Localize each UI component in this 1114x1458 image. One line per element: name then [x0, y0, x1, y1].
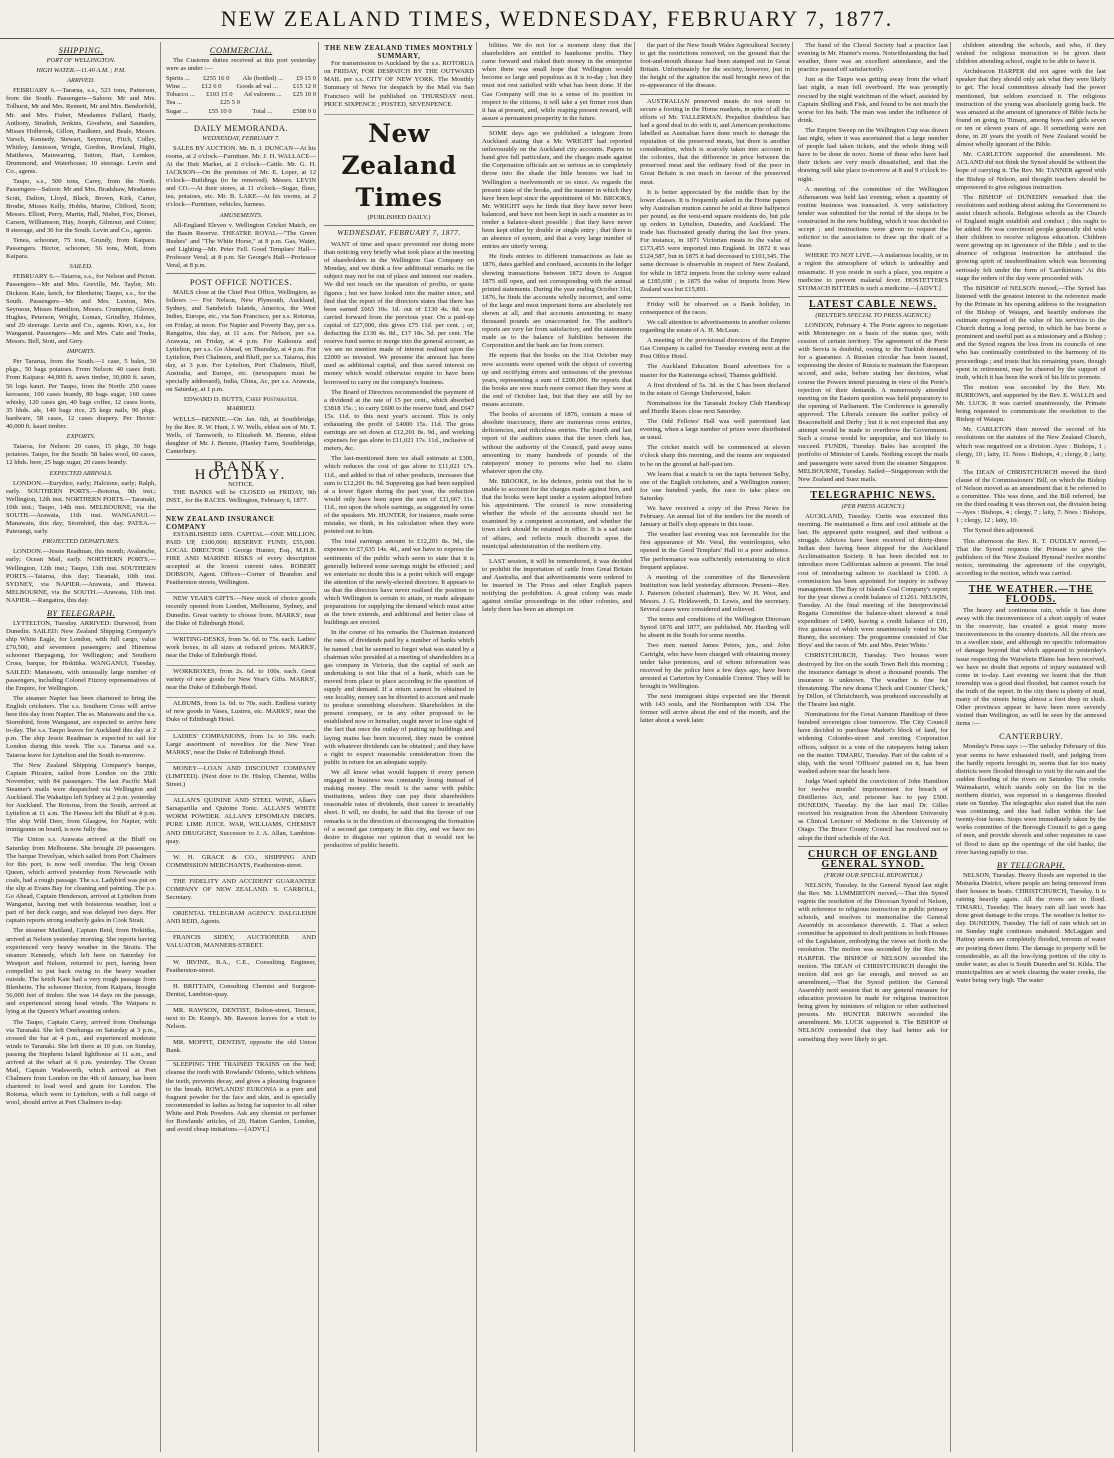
divider — [640, 297, 790, 298]
customs-cell: Sugar ... — [166, 107, 188, 115]
classified-ad — [166, 852, 316, 876]
weather-heading: THE WEATHER.—THE FLOODS. — [968, 584, 1094, 605]
classified-ad — [166, 763, 316, 795]
customs-cell: Goods ad val ... — [236, 83, 278, 91]
newspaper-logo: New Zealand Times — [341, 118, 457, 212]
synod-text: The BISHOP of NELSON moved,—The Synod has listened with the greatest interest to the reference made by the Primate in his opening address to the resignation of the Bishop of Waiapu, and heartily endorses the estimate expressed of the value of his services to the Church during a long period, in which he has borne a prominent and useful part as a missionary and a Bishop ; and the Synod regrets the loss from its councils of one who has continually contributed to the harmony of its proceedings ; and trusts that his remaining years, though spent in retirement, may be cheered by the support of truth, which it has been the work of his life to promote. — [956, 284, 1106, 381]
synod-source: (FROM OUR SPECIAL REPORTER.) — [824, 871, 922, 879]
memo-date: WEDNESDAY, FEBRUARY 7. — [202, 134, 280, 142]
telegraphic-news-text: CHRISTCHURCH, Tuesday. Two houses were destroyed by fire on the south Town Belt this morning ; the insurance damage is about a thousand pounds. The insurance is unknown. The weather is fine but threatening. The new drama 'Check and Counter Check,' by Dillon, of Christchurch, was produced successfully at the Theatre last night. — [798, 652, 948, 709]
news-item: The next immigrant ships expected are the Hermit with 143 souls, and the Northampton with 334. The former will arrive about the end of the month, and the latter about a week later. — [640, 693, 790, 725]
classified-ad — [166, 1037, 316, 1061]
news-item: The Empire Sweep on the Wellington Cup was drawn last night, when it was ascertained that a large number of people had taken tickets, and the whole thing will have to be done de novo. Some of these who have had their tickets are very much dissatisfied, and that the drawing will take place to-morrow at 8 and 9 o'clock to-night. — [798, 126, 948, 183]
cable-news-heading: LATEST CABLE NEWS. — [809, 298, 937, 310]
synod-text: NELSON, Tuesday. In the General Synod last night the Rev. Mr. LUMMIRTON moved,—That this Synod regrets the resolution of the Diocesan Synod of Nelson, with reference to religious instruction in public primary schools, and resolves to memorialise the General Assembly in accordance therewith. 2. That a select committee be appointed to draft petitions to both Houses of the Legislature, embodying the views set forth in the resolution. The motion was seconded by the Rev. Mr. HARPER. The BISHOP of NELSON seconded the motion. The DEAN of CHRISTCHURCH thought the motion did not go far enough, and moved as an amendment,—That the Synod petition the General Assembly next session that in any general measure for education provision be made for religious instruction being given by ministers of religion or other authorised persons. Mr. HUNTER BROWN seconded the amendment. Mr. LUCK supported it. The BISHOP of NELSON contended that they had better ask for something they were likely to get. — [798, 881, 948, 1043]
article-paragraph: SOME days ago we published a telegram from Auckland stating that a Mr. WRIGHT had reported unfavourably on the Auckland city accounts. Papers to hand give full particulars, and the charges made against the Corporation officials are so serious as to completely throw into the shade the little breezes we had in Wellington a twelvemonth or so since. As regards the present state of the books, and the manner in which they have been kept since the appointment of Mr. BROOKS, Mr. WRIGHT says he finds that they have never been balanced, and have not been kept in such a manner as to render a balance-sheet possible ; that they have never been kept either by double or single entry ; that there is an absence of system, and that a very large number of entries are utterly wrong. — [482, 129, 632, 251]
synod-heading: CHURCH OF ENGLAND GENERAL SYNOD. — [808, 848, 938, 870]
editorial-paragraph: The total earnings amount to £12,201 8s. 9d., the expenses to £7,635 14s. 4d., and we have to express the sentiments of the public which seem to state that it is generally believed some savings might be effected ; and we entertain no doubt this is a point which will engage the attention of the newly-elected directors. It appears to us that the directors have never realised the position to which Wellington is certain to attain, or made adequate preparations for supplying the demand which must arise as the town extends, and additional and better class of buildings are erected. — [324, 538, 474, 627]
customs-cell: Ale (bottled) ... — [242, 75, 284, 83]
customs-cell: Spirits ... — [166, 75, 190, 83]
summary-text: For transmission to Auckland by the s.s. ROTORUA on FRIDAY, FOR DESPATCH BY THE OUTWARD MAIL per s.s. CITY OF NEW YORK. The Monthly Summary of News for despatch by the Mail via San Francisco will be published on THURSDAY next. PRICE SIXPENCE ; POSTED, SEVENPENCE. — [324, 60, 474, 108]
classified-ad — [166, 698, 316, 730]
telegraphic-news-source: (PER PRESS AGENCY.) — [841, 502, 905, 510]
synod-text: The BISHOP of DUNEDIN remarked that the resolutions said nothing about asking the Government to assist church schools. Religious schools as the Church of England might establish and conduct ; this ought to be added. He was convinced people generally did wish their children to receive religious education. Children were growing up in ignorance of the Bible ; and to the absence of religious instruction he attributed the growing spirit of insubordination which was becoming seriously felt under the form of 'Larrikinism.' At this stage the orders of the day were proceeded with. — [956, 193, 1106, 282]
classified-ad-text: WRITING-DESKS, from 5s. 6d. to 75s. each. Ladies' work boxes, in all sizes at reduced prices. MARKS', near the Duke of Edinburgh Hotel. — [166, 635, 316, 659]
by-telegraph-heading: BY TELEGRAPH. — [996, 859, 1066, 870]
classified-ads — [166, 593, 316, 1061]
imports-heading: IMPORTS. — [66, 348, 96, 356]
telegraphic-news-text: Nominations for the Great Autumn Handicap of three hundred sovereigns close tomorrow. The City Council have decided to purchase Market's block of land, for widening Colombo-street and erecting Corporation offices, subject to a vote of the ratepayers being taken on the matter. TIMARU, Tuesday. Part of the cabin of a ship, with the word 'Officers' painted on it, has been washed ashore near the beach here. — [798, 711, 948, 775]
customs-cell: £12 6 0 — [201, 83, 222, 91]
telegraphic-news-heading: TELEGRAPHIC NEWS. — [810, 489, 936, 501]
divider — [166, 273, 316, 274]
summary-ad — [324, 42, 474, 115]
divider — [482, 126, 632, 127]
column-rule — [318, 42, 319, 1452]
news-item: The cricket match will be commenced at eleven o'clock sharp this morning, and the teams are requested to be on the ground at half-past ten. — [640, 444, 790, 468]
news-item: A meeting of the committee of the Wellington Athenaeum was held last evening, when a quantity of routine business was transacted. A very satisfactory tender was submitted for the rental of the shops to be constructed in the new building, which it was decided to accept ; and instructions were given to request the solicitor to the association to draw up the draft of a lease. — [798, 185, 948, 250]
synod-text: Mr. CARLETON supported the amendment. Mr. ACLAND did not think the Synod should be without the hope of carrying it. The Rev. Mr. TANNER agreed with the Bishop of Nelson, and thought teachers should be empowered to give religious instruction. — [956, 151, 1106, 191]
column-news-6 — [798, 42, 948, 1452]
divider — [798, 296, 948, 297]
synod-text: The DEAN of CHRISTCHURCH moved the third clause of the Commissioners' Bill, on which the Bishop of Nelson moved as an amendment that it be referred to a committee. This was done, and the Bill referred, but on the third reading it was thrown out, the division being—Ayes : Bishops, 4 ; clergy, 7 ; laity, 7. Noes : Bishops, 1 ; clergy, 12 ; laity, 10. — [956, 468, 1106, 525]
divider — [166, 509, 316, 510]
customs-cell: £9 15 0 — [296, 75, 316, 83]
column-commercial — [166, 42, 316, 1452]
projected-text: LONDON.—Jessie Readman, this month; Avalanche, early; Ocean Mail, early. NORTHERN PORTS.—Wellington, 12th inst.; Taupo, 13th inst. SOUTHERN PORTS.—Taiaroa, this day; Taranaki, 10th inst. SYDNEY, via NAPIER.—Arawata, and Hawea. MELBOURNE, via the SOUTH.—Arawata, 11th inst. NAPIER.—Rangatira, this day. — [6, 548, 156, 604]
article-paragraph: the part of the New South Wales Agricultural Society to get the restrictions removed, on the ground that the foot-and-mouth disease had been stamped out in Great Britain. Unfortunately for the society, however, just in the height of the agitation the mail brought news of the re-appearance of the disease. — [640, 42, 790, 90]
arrived-text: FEBRUARY 6.—Tararua, s.s., 523 tons, Patterson, from the South. Passengers—Saloon: Mr and Mrs. Tolhurst, Mr and Mrs. Rennett, Mr and Mrs. Bendorfeld, Mr. and Mrs. Fisher, Mesdames Fullard, Hardy, Anthony, Stradish, Jenkins, Goodwin, and Saunders, Misses Holbrook, Gillon, Faulkner, and Beale, Messrs. Varsch, Kennedy, Stewart, Seymour, Fitch, Colley, Whitley, Jamieson, Wright, Gordon, Rowland, Hight, Matthews, Mainwaring, Sutton, Hart, Lemkoe, Drummond, and Waterhouse; 10 steerage. Levin and Co., agents. — [6, 87, 156, 176]
telegraph-text: LYTTELTON, Tuesday. ARRIVED: Durwood, from Dunedin. SAILED: New Zealand Shipping Company's ship White Eagle, for London, with full cargo, value £70,500, and seventeen passengers; and Hinemoa schooner Harpagong, for Wellington; and Southern Cross, barque, for Hokitika. WANGANUI, Tuesday. SAILED: Manawatu, with unusually large number of passengers, including Colonel Fitzroy representatives of the Empire, for Wellington. — [6, 620, 156, 692]
classified-ad-text: THE FIDELITY AND ACCIDENT GUARANTEE COMPANY OF NEW ZEALAND. S. CARROLL, Secretary. — [166, 877, 316, 902]
classified-ad-text: WORKBOXES, from 2s. 6d. to 100s. each. Great variety of new goods for New Year's Gifts. MARKS', near the Duke of Edinburgh Hotel. — [166, 668, 316, 692]
postmaster: EDWARD D. BUTTS, Chief Postmaster. — [183, 396, 299, 404]
editorial-paragraph: The Board of Directors recommended the payment of a dividend at the rate of 15 per cent., which absorbed £3818 15s. ; to carry £600 to the reserve fund, and £647 15s. 11d. to this next year's account. This is only exhausting the profit of £4000 15s. 11d. The gross earnings are set down at £12,201 8s. 9d., and working expenses for gas alone to £11,021 17s. 11d., inclusive of meters, &c. — [324, 388, 474, 453]
column-news-4 — [482, 42, 632, 1452]
customs-table — [166, 75, 316, 115]
article-paragraph: AUSTRALIAN preserved meats do not seem to secure a footing in the Home markets, in spite of all the efforts of Mr. TALLERMAN. Prejudice doubtless has had a good deal to do with it, and American productions labelled as Australian have done much to damage the reputation of the preserved meats, but there is another consideration, which is scarcely taken into account in the colonies, that the difference in price between the preserved meat and the ordinary food of the poor in Great Britain is not much in favour of the preserved meat. — [640, 97, 790, 186]
synod-text: children attending the schools, and who, if they wished for religious instruction to be given their children attending school, ought to be able to have it. — [956, 42, 1106, 66]
synod-text: Mr. CARLETON then moved the second of his resolutions on the statutes of the New Zealand Church, which was negatived on a division. Ayes : Bishops, 1 ; clergy, 10 ; laity, 11. Noes : Bishops, 4 ; clergy, 8 ; laity, 9. — [956, 426, 1106, 466]
bank-notice: NOTICE. — [228, 481, 254, 489]
classified-ad — [166, 981, 316, 1005]
customs-cell: Tobacco ... — [166, 91, 195, 99]
classified-ad — [166, 731, 316, 763]
news-item: The terms and conditions of the Wellington Diocesan Synod 1876 and 1877, are published. Mr. Harding will be absent in the South for some months. — [640, 616, 790, 640]
canterbury-text: Monday's Press says :—The unlucky February of this year seems to have exhausted itself, and judging from the hardly reports brought in, seems that far too many districts were flooded through to visit by the rain and the sudden flooding of the rivers on Saturday. The creeks Waimakariri, which stands only on the list in the northern district, was reported in a dangerous flooded state on Sunday. The telegraphic also stated that the rain was continuing, and this had fallen within the last twenty-four hours. Stops were immediately taken by the works committee of the Borough Council to get a gang of men, and provide shovels and other requisites in case of flood to dam up the openings of the old banks, the river having rapidly to rise. — [956, 743, 1106, 856]
classified-ad-text: LADIES' COMPANIONS, from 1s. to 30s. each. Large assortment of novelties for the New Year. MARKS', near the Duke of Edinburgh Hotel. — [166, 732, 316, 756]
article-paragraph: LAST session, it will be remembered, it was decided to prohibit the importation of cattle from Great Britain and Australia, and that advertisements were ordered to be inserted in The Press and other English papers notifying the prohibition. A great colony was made against similar proceedings in the other colonies, and lately there has been an attempt on — [482, 557, 632, 614]
high-water: HIGH WATER.—11.40 A.M. ; P.M. — [36, 67, 126, 75]
arrived-heading: ARRIVED. — [67, 77, 95, 85]
masthead — [0, 0, 1114, 39]
classified-ad — [166, 666, 316, 698]
canterbury-heading: CANTERBURY. — [999, 731, 1063, 742]
divider — [798, 487, 948, 488]
telegraph-text: The Union s.s. Arawata arrived at the Bluff on Saturday from Melbourne. She brought 20 passengers. The barque Trevelyan, which sailed from Port Chalmers for this port, is now well overdue. The brig Ocean Queen, which arrived yesterday from Newcastle with coals, had a rough passage. The s.s. Ladybird was put on the slip at Evans Bay for cleaning and painting. The p.s. Go Ahead, Captain Henderson, arrived at Lyttelton from Wanganui, having met with boisterous weather, lost a part of her deck cargo, and was delayed two days. Her captain reports strong southerly gales in Cook Strait. — [6, 836, 156, 925]
memo-text: SALES BY AUCTION. Mr. B. J. DUNCAN—At his rooms, at 2 o'clock—Furniture. Mr. J. H. WALLACE—At the Hutt Market, at 2 o'clock—Cattle. Mr. G. H. JACKSON—On the premises of Mr. E. Loper, at 12 o'clock—Buildings (to be removed). Messrs. LEVIN and CO.—At their stores, at 11 o'clock—Sugar, flour, tea, potatoes, etc. Mr. B. LAKE—At his rooms, at 2 o'clock—Furniture, vehicles, harness. — [166, 144, 316, 209]
news-item: We have received a copy of the Press News for February. An annual list of the tenders for the month of January at Bell's shop appears in this issue. — [640, 504, 790, 529]
flood-telegraph-text: NELSON, Tuesday. Heavy floods are reported in the Motueka District, where people are being removed from their houses in boats. CHRISTCHURCH, Tuesday. It is raining heavily again. All the rivers are in flood. TIMARU, Tuesday. The heavy rain all last week has done great damage to the crops. The weather is better to-day. DUNEDIN, Tuesday. The fall of rain which set in on Sunday night continues unabated. McLaggan and Hattray streets are completely flooded, torrents of water are pouring down them. The damage to property will be considerable, as all the low-lying portion of the city is under water, as also is South Dunedin and St. Kilda. The municipalities are at work clearing the water creeks, the water being very high. The water — [956, 871, 1106, 984]
synod-text: Archdeacon HARPER did not agree with the last speaker that they should only ask what they were likely to get. The local committees already had the power mentioned, but seldom exercised it. The religious instruction of the young was absolutely going back. He was amazed at the amount of ignorance of Bible facts he found on going to Timaru, among boys and girls seven or ten or eleven years of age. If something were not done, in 20 years the youth of New Zealand would be almost wholly ignorant of the Bible. — [956, 68, 1106, 149]
editorial-paragraph: The last-mentioned item we shall estimate at £300, which reduces the cost of gas alone to £11,021 17s. 11d., and added to that of other products, increases that sum to £12,201 8s. 9d. Supposing gas had been supplied at a lower figure during the past year, the reduction would only have been upon the sum of £11,667 11s. 11d., not upon the whole earnings, as suggested by some of the speakers. Mr. HUNTER, for instance, made some mistake, we think, in his calculation when they were pointed out to him. — [324, 455, 474, 536]
news-item: Friday will be observed as a Bank holiday, in consequence of the races. — [640, 300, 790, 316]
bank-text: THE BANKS will be CLOSED on FRIDAY, 9th INST., for the RACES. Wellington, February 6, 1877. — [166, 489, 316, 505]
classified-ad-text: ALLAN'S QUININE AND STEEL WINE, Allan's Sarsaparilla and Quinine Tonic. ALLAN'S WHITE WORM POWDER. ALLAN'S EPSOMIAN DROPS. PURE LIME JUICE. WAR, WILLIAMS, CHEMIST AND DRUGGIST, Successor to J. A. Allan, Lambton-quay. — [166, 797, 316, 845]
classified-ad — [166, 634, 316, 666]
customs-cell: £255 16 0 — [203, 75, 230, 83]
masthead-title: NEW ZEALAND TIMES, WEDNESDAY, FEBRUARY 7, 1877. — [220, 6, 894, 31]
customs-row — [166, 91, 316, 99]
column-rule — [634, 42, 635, 1452]
news-item: The Odd Fellows' Hall was well patronised last evening, when a large number of prizes were distributed as usual. — [640, 418, 790, 442]
classified-ad-text: H. BRITTAIN, Consulting Chemist and Surgeon-Dentist, Lambton-quay. — [166, 982, 316, 998]
telegraphic-news-text: Judge Ward upheld the conviction of John Hamilton for twelve months' imprisonment for breach of Distilleries Act, and prisoner has to pay £500. DUNEDIN, Tuesday. By the last mail Dr. Gilles received his resignation from the Aberdeen University as Clinical Lecturer of Medicine in the University of Otago. The Bruce County Council has resolved not to adopt the third schedule of the Act. — [798, 777, 948, 842]
customs-row — [166, 99, 316, 107]
classified-ad-text: W. H. GRACE & CO., SHIPPING AND COMMISSION MERCHANTS, Featherston-street. — [166, 853, 316, 869]
summary-title: THE NEW ZEALAND TIMES MONTHLY SUMMARY, — [324, 44, 474, 61]
news-item: Nominations for the Taranaki Jockey Club Handicap and Hurdle Races close next Saturday. — [640, 399, 790, 415]
classified-ad — [166, 957, 316, 981]
column-news-5 — [640, 42, 790, 1452]
married-text: WELLS—BENNIE.—On Jan. 6th, at Southbridge, by the Rev. R. W. Hunt, J. W. Wells, eldest son of Mr. T. Wells, of Tamworth, to Elizabeth M. Bennie, eldest daughter of Mr. J. Bennie, (Hanley Farm, Southbridge, Canterbury. — [166, 415, 316, 455]
projected-heading: PROJECTED DEPARTURES. — [42, 538, 120, 546]
exports-text: Taiaroa, for Nelson: 20 cases, 15 pkgs, 30 bags potatoes. Taupo, for the South: 58 bales wool, 60 cases, 12 hhds. beer, 25 bags sugar, 20 cases brandy. — [6, 443, 156, 467]
arrived-text: Taupo, s.s., 500 tons, Carey, from the North. Passengers—Saloon: Mr and Mrs. Bradshaw, Mesdames Scott, Dalton, Lloyd, Black, Brown, Kirk, Carter, Brodie, Misses Kelly, Hobbs, Marine, Clifford, Scott; Messrs. Elliott, Perry, Martin, Hall, Nisbet, Fox, Dorset, Carson, Williamson, Hay, Joseph, Gilmour, and Cottee; 8 steerage, and 30 for the South. Levin and Co., agents. — [6, 178, 156, 234]
expected-heading: EXPECTED ARRIVALS. — [49, 469, 113, 477]
divider — [166, 119, 316, 120]
sailed-text: FEBRUARY 6.—Taiaroa, s.s., for Nelson and Picton. Passengers—Mr and Mrs. Greville, Mr. Taylor, Mr. Dickson. Kate, ketch, for Blenheim; Taupo, s.s., for the South. Passengers—Mr. and Mrs. Luxton, Mrs. Seymour, Misses Hamilton, Messrs. Crumpton, Glover, Hughes, Peterson, Wright, Lomax, Grindley, Holmes, and 20 steerage. Levin and Co., agents. Kiwi, s.s., for Wanganui. Passengers—Mr. and Mrs. Cato and Tonks, Messrs. Bell, Stott, and Grey. — [6, 273, 156, 346]
news-item: Two men named James Peters, jun., and John Cartright, who have been charged with obtaining money under false pretences, and of whom information was received by the police here a few days ago, have been arrested at Carterton by Constable Connor. They will be brought to Wellington. — [640, 642, 790, 690]
article-paragraph: He reports that the books on the 31st October may now accounts were opened with the object of covering up and rectifying errors and omissions of the previous years, representing a sum of £200,000. He reports that the books are now much more correct than they were at the end of October last, but that they are still by no means accurate. — [482, 352, 632, 409]
column-shipping — [6, 42, 156, 1452]
customs-cell: £25 10 0 — [292, 91, 316, 99]
column-rule — [476, 42, 477, 1452]
synod-text: This afternoon the Rev. R. T. DUDLEY moved,—That the Synod requests the Primate to give the publishers of the 'New Zealand Hymnal' twelve months' notice, terminating the agreement of the copyright, according to the motion, which was carried. — [956, 537, 1106, 577]
news-item: Just as the Taupo was getting away from the wharf last night, a man fell overboard. He was promptly rescued by the night watchman of the wharf, assisted by Captain Shilling and Fisk, and found to be not much the worse for his bath. The man was under the influence of drink. — [798, 76, 948, 124]
synod-text: The motion was seconded by the Rev. Mr. BURROWS, and supported by the Rev. E. WALLIS and Mr. LUCK. It was carried unanimously, the Primate being requested to communicate the resolution to the Bishop of Waiapu. — [956, 383, 1106, 424]
customs-cell: £15 12 0 — [292, 83, 316, 91]
article-paragraph: It is better appreciated by the middle than by the lower classes. It is frequently asked in the Home papers why Australian mutton cannot be sold at three halfpence per pound, as the west-end square residents do, but pile up orders in Lyttelton, Dunedin, and Auckland. The trade has fluctuated greatly during the last five years. For instance, in 1871 Victorian meats to the value of £173,455 were imported into England. In 1872 it was £124,587, but in 1875 it had decreased to £101,345. The same decrease is observable in respect of New Zealand, for while in 1872 imports from the colony were valued at £185,690 ; in 1875 the value of imports from New Zealand was but £15,891. — [640, 188, 790, 293]
weather-text: The heavy and continuous rain, while it has done away with the inconvenience of a short supply of water in the reservoir, has created a great many more inconveniences in the country districts. All the rivers are in a swollen state, and although no specific information of damage beyond that which appeared in yesterday's issue respecting the Waiwhetu Plains has been received, we have no doubt that reports of injury sustained will come in to-day. Last evening we learnt that the Hutt township was a good deal flooded, but cannot vouch for the truth of the report. In the city there is plenty of mud, many of the streets being almost a foot deep in slush. Other provinces appear to have been more severely visited than Wellington, as will be seen by the annexed items :— — [956, 607, 1106, 728]
section-heading-commercial: COMMERCIAL. — [209, 45, 273, 55]
column-rule — [792, 42, 793, 1452]
telegraph-text: The steamer Maitland, Captain Reid, from Hokitika, arrived at Nelson yesterday morning. She reports having experienced very heavy weather in the Straits. The steamer Kennedy, which left here on Saturday for Westport and Nelson, returned to port, having been compelled to put back owing to the heavy weather outside. The ketch Kate had a very rough passage from Blenheim. The schooner Hector, from Kaipara, brought 56,000 feet of timber. She was 14 days on the passage, and experienced strong head winds. The Waipara is lying at the Queen's Wharf awaiting orders. — [6, 927, 156, 1016]
arrived-text: Tenea, schooner, 75 tons, Grundy, from Kaipara. Passengers. Hector, schooner, 56 tons, Mott, from Kaipara. — [6, 236, 156, 261]
column-news-7 — [956, 42, 1106, 1452]
telegraph-text: The steamer Napier has been chartered to bring the English cricketers. The s.s. Southern Cross will arrive here this day from Napier. The ss. Manawatu and the s.s. Stormbird, from Wanganui, are expected to arrive here to-day. The s.s. Taupo leaves for Auckland this day at 2 p.m. The ship Jessie Readman is expected to sail for London during this week. The s.s. Tararua and s.s. Taiaroa leave for Lyttelton and the South to-morrow. — [6, 694, 156, 759]
column-editorial — [324, 42, 474, 1452]
editorial-dateline: WEDNESDAY, FEBRUARY 7, 1877. — [337, 227, 461, 237]
customs-cell: £25 5 0 — [220, 99, 240, 107]
news-item: We call attention to advertisements in another column regarding the estate of A. H. McLean. — [640, 319, 790, 335]
editorial-paragraph: In the course of his remarks the Chairman instanced the rates of dividends paid by a number of banks which he named ; but he seemed to forget what was stated by a chairman who presided at a meeting of shareholders in a gas company in Victoria, that the capital of such an undertaking is not like that of a bank, which can be moved from place to place according to the question of supply and demand. If a return cannot be obtained in one locality, money can be diverted to account and made to produce something elsewhere. Shareholders in the present company, or in any other proposed to be established now or hereafter, ought never to lose sight of the fact that once the outlay of putting up buildings and laying mains has been incurred, they must be content with whatever dividends can be obtained ; and they have a right to expect reasonable consideration from the public in return for an adequate supply. — [324, 629, 474, 766]
cable-news-text: LONDON, February 4. The Porte agrees to negotiate with Montenegro on a basis of the status quo, with cession of certain territory. The agreement of the Porte with Servia is doubtful, owing to the Turkish demand for a guarantee. A Russian circular has been issued, expressing the desire of Russia to maintain the European accord, and asks, before stating her decision, what course the Powers intend pursuing in view of the Porte's rejection of their demands. A numerously attended meeting on the Eastern question was held preparatory to the opening of Parliament. The Conference is generally approved. The Liberals censure the earlier policy of Beaconsfield and Derby ; but it is not expected that any attempt would be made to overthrow the Government. Such a course would be unpopular, and not likely to succeed. FUNDS, Tuesday. Bales has accepted the portfolio of Minister of Lands. Nothing except the mails and passengers were saved from the steamer Singapore. MELBOURNE, Tuesday. Sailed—Singaporean with the New Zealand and Suez mails. — [798, 321, 948, 483]
insurance-ad-text: ESTABLISHED 1859. CAPITAL—ONE MILLION. PAID UP, £100,000; RESERVE FUND, £55,000. LOCAL DIRECTOR : George Hunter, Esq., M.H.R. FIRE AND MARINE RISKS of every description accepted at the lowest current rates. ROBERT DOBSON, Agent. Offices—Corner of Brandon and Featherston streets, Wellington. — [166, 530, 316, 587]
classified-ad — [166, 932, 316, 956]
classified-ad-text: NEW YEAR'S GIFTS.—New stock of choice goods recently opened from London, Melbourne, Sydney, and Dunedin. Great variety to choose from. MARKS', near the Duke of Edinburgh Hotel. — [166, 595, 316, 627]
post-text: MAILS close at the Chief Post Office, Wellington, as follows :— For Nelson, New Plymouth, Auckland, Sydney, and Sandwich Islands, America, the West Indies, Europe, etc., via San Francisco, per s.s. Rotorua, on Friday, at noon. For Napier and Poverty Bay, per s.s. Rangatira, this day, at 11 a.m. For Nelson, per s.s. Arawata, on Friday, at 4 p.m. For Kaikoura and Lyttelton, per s.s. Go Ahead, on Thursday, at 4 p.m. For Lyttelton, Port Chalmers, and Bluff, per s.s. Taiaroa, this day, at 3 p.m. For Lyttelton, Port Chalmers, Bluff, Australia, and Europe, etc. (newspapers must be specially addressed), India, China, Ac, per s.s. Arawata, on Saturday, at 1 p.m. — [166, 289, 316, 394]
customs-cell: Total ... — [252, 107, 273, 115]
advertisement-paragraph: WHERE TO NOT LIVE.—A malarious locality, or in a region the atmosphere of which is unhealthy and miasmatic. If you reside in such a place, you require a medicine to prevent malarial fever. HOSTETTER'S STOMACH BITTERS is such a medicine.—[ADVT.] — [798, 252, 948, 292]
article-paragraph: The books of accounts of 1876, contain a mass of absolute inaccuracy, there are numerous cross entries, deficiencies, and ridiculous entries. The fourth and last report of the auditors states that the town clerk has, without the authority of the Council, paid away sums amounting to many hundreds of pounds of the ratepayers' money to persons who had no claim whatever upon the city. — [482, 411, 632, 475]
classified-ad — [166, 1005, 316, 1037]
telegraph-heading: BY TELEGRAPH. — [46, 608, 116, 618]
published-note: (PUBLISHED DAILY.) — [367, 213, 431, 221]
classified-ad-text: MR. RAWSON, DENTIST, Bolton-street, Terrace, next to Dr. Kemp's. Mr. Rawson leaves for a visit to Nelson. — [166, 1006, 316, 1031]
customs-row — [166, 108, 316, 116]
news-item: The band of the Choral Society had a practice last evening in Mr. Hunter's rooms. Notwithstanding the bad weather, there was an excellent attendance, and the practice passed off satisfactorily. — [798, 42, 948, 74]
exports-heading: EXPORTS. — [66, 433, 96, 441]
article-paragraph: Mr. BROOKE, in his defence, points out that he is unable to account for the charges made against him, and that the books were kept under a system adopted before his appointment. The council is now considering whether the whole of the accounts should not be examined by a competent accountant, and whether the town clerk should be retained in office. It is a sad state of affairs, and reflects much discredit upon the municipal administration of the northern city. — [482, 477, 632, 550]
telegraphic-news-text: AUCKLAND, Tuesday. Curtis was executed this morning. He maintained a firm and cool attitude at the last. He appeared quite resigned, and died without a struggle. Advices have been received of thirty-three Indian deer having been shipped for the Auckland Acclimatisation Society. It has been decided not to introduce more Californian salmon at present. The total cost of introducing salmon to Auckland is £100. A commission has been appointed for inquiry to railway management. The Bay of Islands Coal Company's report for the year shows a credit balance of £1261. NELSON, Tuesday. At the final meeting of the Interprovincial Regatta Committee the balance-sheet showed a total expenditure of £490, leaving a credit balance of £10, five guineas of which were unanimously voted to Mr. Bunny, the secretary. The programme consisted of Oar Boys' and the races of 'Mr. and Mrs. Peter White.' — [798, 512, 948, 650]
tail-ad-text: SLEEPING THE TRAINED TRAINS on the bed; cleanse the tooth with Rowlands' Odonto, which whitens the teeth, prevents decay, and gives a pleasing fragrance to the breath. ROWLANDS' EUKONIA is a pure and fragrant powder for the face and skin, and is specially recommended to ladies as being far superior to all other White and Pink Powders. Ask any chemist or perfumer for Rowlands' articles, of 20, Hatton Garden, London, and avoid cheap imitations.—[ADVT.] — [166, 1061, 316, 1134]
article-paragraph: He finds entries to different transactions as late as 1876, dates garbled and confused, accounts in the ledger showing transactions between 1872 down to August 1875 still open, and not corresponding with the annual printed statements. During the year ending October 31st, 1876, he finds the accounts wholly incorrect, and some of the large and most important items are absolutely not shown at all, and that accounts amounting to many thousand pounds are unaccounted for. The auditor's reports are very far from satisfactory, and the statements made as to the balance of liabilities between the Corporation and the bank are far from correct. — [482, 253, 632, 350]
news-item: We learn that a match is on the tapis between Selby, one of the English cricketers, and a Wellington runner, for one hundred yards, the race to take place on Saturday. — [640, 470, 790, 502]
customs-row — [166, 75, 316, 83]
customs-cell: Ad valorem ... — [243, 91, 282, 99]
classified-ad-text: FRANCIS SIDEY, AUCTIONEER AND VALUATOR, MANNERS-STREET. — [166, 934, 316, 950]
classified-ad-text: ALBUMS, from 1s. 6d. to 70s. each. Endless variety of new goods in Vases, Lustres, etc. MARKS', near the Duke of Edinburgh Hotel. — [166, 700, 316, 724]
customs-intro: The Customs duties received at this port yesterday were as under :— — [166, 57, 316, 73]
customs-cell: £103 15 0 — [206, 91, 233, 99]
divider — [482, 554, 632, 555]
classified-ad-text: MR. MOFFIT, DENTIST, opposite the old Union Bank. — [166, 1039, 316, 1055]
sailed-heading: SAILED. — [69, 263, 93, 271]
imports-text: Per Tararua, from the South.—1 case, 5 bales, 30 pkgs., 50 bags potatoes. From Nelson: 40 cases fruit. From Kaipara: 44,000 ft. sawn timber, 30,000 ft. sawn, 56 logs kauri. Per Taupo, from the North: 250 cases kerosene, 100 cases brandy, 80 bags sugar, 160 cases whisky, 120 cases gin, 40 bags coffee, 12 cases boots, 35 hhds. ale, 140 bags rice, 25 kegs nails, 96 pkgs. hardware, 58 cases, 12 cases drapery. Per Hector: 40,000 ft. kauri timber. — [6, 358, 156, 431]
article-paragraph: bilities. We do not for a moment deny that the shareholders are entitled to handsome profits. They came forward and risked their money in the enterprise when there was small hope that Wellington would become so large and populous as it is to-day ; but they must not rest satisfied with what has been done. If the Gas Company will rise to a sense of its position in respect to the citizens, it will take a yet firmer root than it has at present, and, while reaping present reward, will assure a permanent prosperity in the future. — [482, 42, 632, 122]
amusements-heading: AMUSEMENTS. — [219, 211, 263, 219]
classified-ad-text: MONEY—LOAN AND DISCOUNT COMPANY (LIMITED). (Next door to Dr. Hislop, Chemist, Willis Street.) — [166, 764, 316, 789]
news-item: A first dividend of 5s. 3d. in the £ has been declared in the estate of George Underwood, baker. — [640, 381, 790, 397]
cable-news-source: (REUTER'S SPECIAL TO PRESS AGENCY.) — [815, 311, 931, 319]
divider — [798, 846, 948, 847]
editorial-paragraph: We all know what would happen if every person engaged in business was constantly losing instead of making money. The result is the same with public institutions, unless they can pay their shareholders reasonable rates of dividends, their career is invariably short. It will, no doubt, be said that the favour of our remarks is in the direction of discouraging the formation of a second gas company in this city, and we have no desire to disguise our opinion that it would not be productive of public benefit. — [324, 768, 474, 849]
synod-text: The Synod then adjourned. — [963, 527, 1035, 535]
news-item: The Auckland Education Board advertises for a master for the Kaiteranga school, Thames goldfield. — [640, 363, 790, 379]
news-item: The weather last evening was not favourable for the first appearance of Mr. Veral, the ventriloquist, who opened in the Good Templars' Hall to a poor audience. The performance was sufficiently entertaining to elicit frequent applause. — [640, 531, 790, 571]
expected-text: LONDON.—Eurydice, early; Halcione, early; Ralph, early. SOUTHERN PORTS.—Botorua, 9th inst.; Wellington, 12th inst. NORTHERN PORTS.—Taranaki, 10th inst.; Taupo, 14th inst. MELBOURNE, via the SOUTH.—Arawata, 11th inst. WANGANUI.—Manawatu, this day; Stormbird, this day. PATEA.—Paterangi, early. — [6, 479, 156, 536]
section-heading-shipping: SHIPPING. — [58, 45, 104, 55]
divider — [956, 581, 1106, 582]
news-item: A meeting of the provisional directors of the Empire Gas Company is called for Tuesday evening next at the Post Office Hotel. — [640, 337, 790, 361]
memo-heading: DAILY MEMORANDA. — [193, 122, 289, 133]
married-heading: MARRIED. — [226, 405, 256, 413]
divider — [640, 94, 790, 95]
amusements-text: All-England Eleven v. Wellington Cricket Match, on the Basin Reserve. THEATRE ROYAL—"The Green Bushes" and "The White Horse," at 8 p.m. Gas, Water, and Lighting—Mr. Peter Fell. Good Templars' Hall—Professor Veral, at 8 p.m. Sir George's Hall—Professor Veral, at 8 p.m. — [166, 221, 316, 270]
divider — [324, 225, 474, 226]
port-heading: PORT OF WELLINGTON. — [46, 57, 116, 64]
customs-cell: £508 9 0 — [292, 107, 316, 115]
bank-holiday-title: BANK HOLIDAY. — [194, 459, 288, 484]
customs-cell: Tea ... — [166, 99, 183, 107]
customs-row — [166, 83, 316, 91]
insurance-ad-title: NEW ZEALAND INSURANCE COMPANY — [166, 514, 275, 531]
classified-ad — [166, 593, 316, 633]
classified-ad — [166, 795, 316, 852]
telegraph-text: The Taupo, Captain Carey, arrived from Onehunga via Taranaki. She left Onehunga on Saturday at 3 p.m., crossed the bar at 4 p.m., and experienced moderate winds to Taranaki. She left there at 10 p.m. on Sunday, passing the Stephens Island lighthouse at 11 a.m., and arrived at the wharf at 6 p.m. yesterday. The Ocean Mail, Captain Wadsworth, which arrived at Port Chalmers from London on the 4th of January, has been chartered to load wool and grain for London. The Rotorua, which went to Lyttelton, with a full cargo of wool, should arrive at Port Chalmers to-day. — [6, 1018, 156, 1107]
classified-ad — [166, 908, 316, 932]
classified-ad — [166, 876, 316, 908]
column-rule — [950, 42, 951, 1452]
classified-ad-text: ORIENTAL TELEGRAM AGENCY. DALGLEISH AND REID, Agents. — [166, 910, 316, 926]
news-item: A meeting of the committee of the Benevolent Institution was held yesterday afternoon. Present—Rev. J. Paterson (elected chairman), Rev. W. H. West, and Messrs. J. G. Holdsworth, D. Lewis, and the secretary. Several cases were considered and relieved. — [640, 573, 790, 614]
classified-ad-text: W. IRVINE, B.A., C.E., Consulting Engineer, Featherston-street. — [166, 958, 316, 974]
telegraph-text: The New Zealand Shipping Company's barque, Captain Pitcairn, sailed from London on the 20th November, with 84 passengers. The last Pacific Mail Steamer's mails were despatched via Wellington and Auckland. The Wakatipu left Sydney at 2 p.m. yesterday for Auckland. The Rotorua, from the South, arrived at Lyttelton at 11 a.m. The Hawea left the Bluff at 4 p.m. The ship Wild Deer, from Glasgow, for Napier, with immigrants on board, is now fully due. — [6, 761, 156, 834]
post-heading: POST OFFICE NOTICES. — [189, 277, 293, 288]
insurance-ad — [166, 513, 316, 594]
editorial-paragraph: WANT of time and space prevented our doing more than noticing very briefly what took place at the meeting of shareholders in the Wellington Gas Company on Monday, and we think a few additional remarks on the subject may not be out of place and interest our readers. We did not touch on the question of profits, or quote figures ; but we have looked into the matter since, and find that the report of the directors states that there has been earned £665 10s. 1d. out of £130 4s. 8d. was carried forward from the previous year. On a paid-up capital of £27,000, this gives £75 11d. per cent. ; or, deducting the £130 4s. 8d., £17 18s. 5d. per cent. The reserve fund seems to merge into the general account, as we see no mention made of interest realised upon the £2000 so invested. We presume the amount has been used as additional capital, and thus saved interest on money which would otherwise require to have been borrowed to carry on the company's business. — [324, 240, 474, 386]
customs-cell: £55 10 0 — [208, 107, 232, 115]
column-rule — [160, 42, 161, 1452]
customs-cell: Wine ... — [166, 83, 187, 91]
